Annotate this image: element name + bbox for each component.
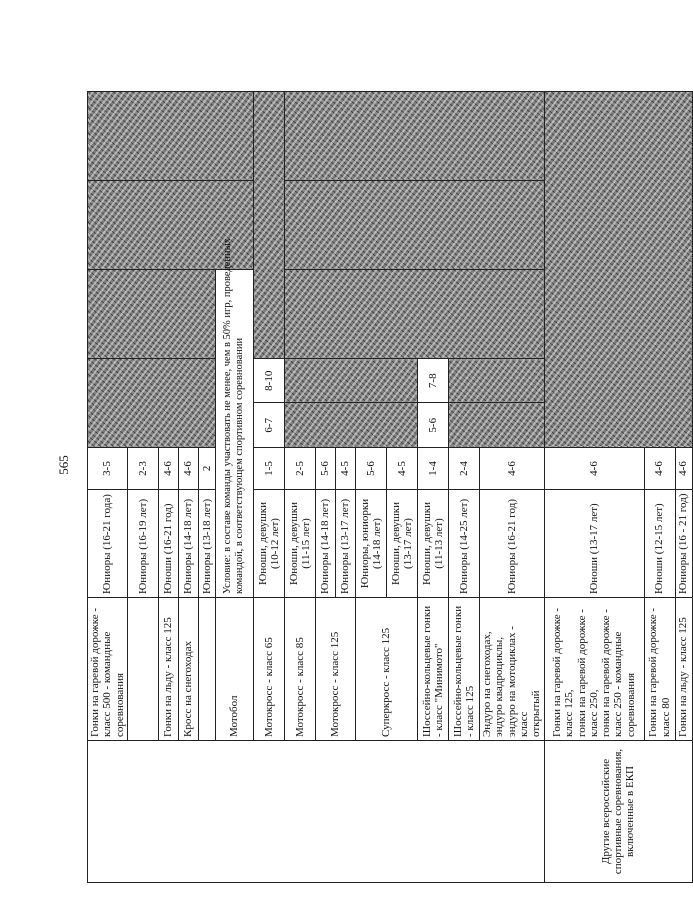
group-cell: Юноши, девушки (11-15 лет) [284, 490, 315, 598]
shaded-cell [253, 92, 284, 359]
group-cell: Юниоры (16-21 год) [479, 490, 544, 598]
shaded-cell [448, 359, 544, 404]
discipline-line: гонки на гаревой дорожке - класс 250 - командные соревнования [600, 609, 637, 737]
discipline-cell: Мотокросс - класс 125 [315, 598, 355, 741]
group-cell: Юноши, девушки (13-17 лет) [386, 490, 417, 598]
discipline-cell: Суперкросс - класс 125 [355, 598, 417, 741]
sports-classification-table [87, 91, 693, 883]
empty-left-cell [88, 741, 545, 883]
age-cell: 2-4 [448, 448, 479, 490]
group-cell: Юниоры (14-18 лет) [315, 490, 335, 598]
shaded-cell [88, 270, 216, 359]
value-cell: 6-7 [253, 403, 284, 448]
group-cell: Юноши, девушки (10-12 лет) [253, 490, 284, 598]
age-cell: 4-6 [675, 448, 692, 490]
age-cell: 2-3 [127, 448, 158, 490]
value-cell: 8-10 [253, 359, 284, 404]
shaded-cell [88, 359, 216, 448]
empty-discipline-cell [127, 598, 158, 741]
discipline-cell: Гонки на гаревой дорожке - класс 80 [644, 598, 675, 741]
empty-discipline-cell [198, 598, 215, 741]
group-cell: Юниоры, юниорки (14-18 лет) [355, 490, 386, 598]
shaded-cell [284, 359, 417, 404]
shaded-cell [284, 92, 544, 181]
shaded-cell [284, 403, 417, 448]
discipline-cell [544, 598, 644, 741]
discipline-line: открытый [530, 690, 543, 737]
discipline-line: Гонки на гаревой дорожке - класс 125, [550, 607, 576, 737]
discipline-line: Эндуро на снегоходах, [480, 631, 493, 737]
group-cell: Юноши (12-15 лет) [644, 490, 675, 598]
group-cell: Юноши (16-21 год) [158, 490, 178, 598]
age-cell: 4-5 [386, 448, 417, 490]
age-cell: 2-5 [284, 448, 315, 490]
discipline-line: эндуро квадроциклы, [493, 636, 506, 737]
category-header: Другие всероссийские спортивные соревнования, включенные в ЕКП [544, 741, 692, 883]
group-cell: Юниоры (16 - 21 год) [675, 490, 692, 598]
shaded-cell [284, 270, 544, 359]
shaded-cell [284, 181, 544, 270]
age-cell: 3-5 [88, 448, 128, 490]
age-cell: 4-6 [479, 448, 544, 490]
shaded-cell [88, 92, 254, 181]
age-cell: 1-5 [253, 448, 284, 490]
discipline-line: гонки на гаревой дорожке - класс 250, [575, 609, 600, 737]
rotated-table-container [87, 137, 690, 883]
table-row [544, 92, 644, 883]
condition-note: Условие: в составе команды участвовать не менее, чем в 50% игр, проведенных командой, в соответствующем спортивном соревновании [215, 225, 253, 598]
age-cell: 4-5 [335, 448, 355, 490]
discipline-cell: Мотокросс - класс 85 [284, 598, 315, 741]
group-cell: Юниоры (16-21 года) [88, 490, 128, 598]
group-cell: Юноши, девушки (11-13 лет) [417, 490, 448, 598]
group-cell: Юниоры (14-18 лет) [178, 490, 198, 598]
age-cell: 1-4 [417, 448, 448, 490]
group-cell: Юноши (13-17 лет) [544, 490, 644, 598]
discipline-cell: Мотокросс - класс 65 [253, 598, 284, 741]
shaded-cell [448, 403, 544, 448]
discipline-cell: Гонки на гаревой дорожке - класс 500 - командные соревнования [88, 598, 128, 741]
page-number-text: 565 [56, 455, 71, 475]
age-cell: 4-6 [178, 448, 198, 490]
discipline-cell: Кросс на снегоходах [178, 598, 198, 741]
group-cell: Юниоры (16-19 лет) [127, 490, 158, 598]
discipline-cell: Гонки на льду - класс 125 [675, 598, 692, 741]
age-cell: 4-6 [158, 448, 178, 490]
discipline-cell: Шоссейно-кольцевые гонки - класс 125 [448, 598, 479, 741]
group-cell: Юниоры (13-17 лет) [335, 490, 355, 598]
page-number [52, 453, 76, 477]
discipline-cell: Шоссейно-кольцевые гонки - класс "Минимото" [417, 598, 448, 741]
discipline-line: эндуро на мотоциклах - класс [505, 626, 530, 737]
age-cell: 4-6 [544, 448, 644, 490]
age-cell: 4-6 [644, 448, 675, 490]
age-cell: 5-6 [355, 448, 386, 490]
value-cell: 5-6 [417, 403, 448, 448]
table-row [88, 92, 128, 883]
shaded-cell [544, 92, 692, 448]
discipline-cell: Гонки на льду - класс 125 [158, 598, 178, 741]
age-cell: 5-6 [315, 448, 335, 490]
discipline-cell: Мотобол [215, 598, 253, 741]
age-cell: 2 [198, 448, 215, 490]
group-cell: Юниоры (14-25 лет) [448, 490, 479, 598]
group-cell: Юниоры (13-18 лет) [198, 490, 215, 598]
value-cell: 7-8 [417, 359, 448, 404]
discipline-cell [479, 598, 544, 741]
